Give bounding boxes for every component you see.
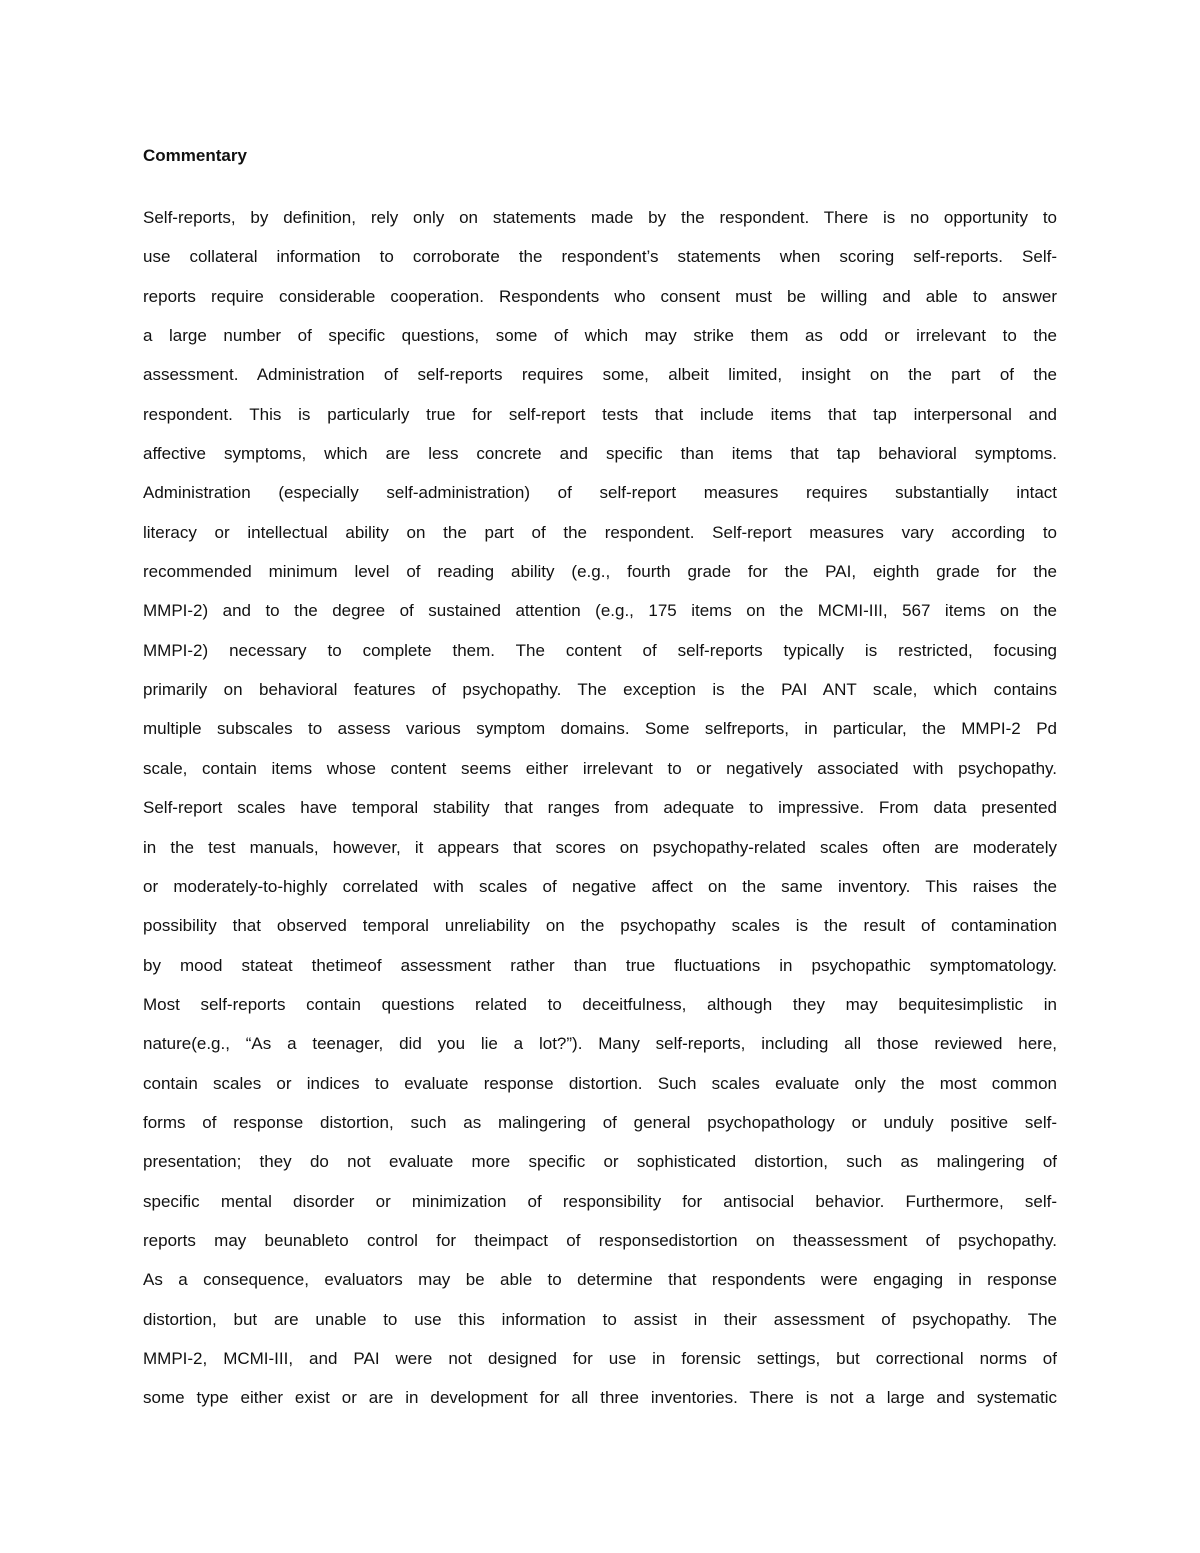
text-line: contain scales or indices to evaluate response distortion. Such scales evaluate only the most common xyxy=(143,1073,1057,1093)
text-line: MMPI-2) necessary to complete them. The content of self-reports typically is restricted, focusing xyxy=(143,640,1057,660)
text-line: Self-reports, by definition, rely only on statements made by the respondent. There is no opportunity to xyxy=(143,208,1057,227)
text-line: Self-report scales have temporal stability that ranges from adequate to impressive. From data presented xyxy=(143,798,1057,818)
text-line: possibility that observed temporal unreliability on the psychopathy scales is the result of contamination xyxy=(143,916,1057,936)
text-line: or moderately-to-highly correlated with scales of negative affect on the same inventory. This raises the xyxy=(143,876,1057,896)
text-line: MMPI-2, MCMI-III, and PAI were not designed for use in forensic settings, but correctional norms of xyxy=(143,1348,1057,1368)
text-line: assessment. Administration of self-reports requires some, albeit limited, insight on the part of the xyxy=(143,365,1057,385)
text-line: reports require considerable cooperation. Respondents who consent must be willing and able to answer xyxy=(143,286,1057,306)
text-line: Most self-reports contain questions related to deceitfulness, although they may bequitesimplistic in xyxy=(143,994,1057,1014)
text-line: presentation; they do not evaluate more specific or sophisticated distortion, such as malingering of xyxy=(143,1152,1057,1172)
text-line: by mood stateat thetimeof assessment rather than true fluctuations in psychopathic symptomatology. xyxy=(143,955,1057,975)
text-line: a large number of specific questions, some of which may strike them as odd or irrelevant to the xyxy=(143,326,1057,346)
text-line: primarily on behavioral features of psychopathy. The exception is the PAI ANT scale, which contains xyxy=(143,680,1057,700)
text-line: reports may beunableto control for theimpact of responsedistortion on theassessment of psychopathy. xyxy=(143,1230,1057,1250)
text-line: recommended minimum level of reading ability (e.g., fourth grade for the PAI, eighth grade for the xyxy=(143,562,1057,582)
section-heading: Commentary xyxy=(143,146,247,165)
text-line: forms of response distortion, such as malingering of general psychopathology or unduly positive self- xyxy=(143,1112,1057,1132)
text-line: respondent. This is particularly true for self-report tests that include items that tap interpersonal and xyxy=(143,404,1057,424)
text-line: in the test manuals, however, it appears that scores on psychopathy-related scales often are moderately xyxy=(143,837,1057,857)
text-line: specific mental disorder or minimization of responsibility for antisocial behavior. Furthermore, self- xyxy=(143,1191,1057,1211)
text-line: multiple subscales to assess various symptom domains. Some selfreports, in particular, the MMPI-2 Pd xyxy=(143,719,1057,739)
text-line: literacy or intellectual ability on the part of the respondent. Self-report measures vary according to xyxy=(143,522,1057,542)
text-line: some type either exist or are in development for all three inventories. There is not a large and systematic xyxy=(143,1388,1057,1408)
text-line: MMPI-2) and to the degree of sustained attention (e.g., 175 items on the MCMI-III, 567 items on the xyxy=(143,601,1057,621)
text-line: As a consequence, evaluators may be able to determine that respondents were engaging in response xyxy=(143,1270,1057,1290)
body-paragraph xyxy=(143,198,1057,1418)
text-line: use collateral information to corroborate the respondent’s statements when scoring self-reports. Self- xyxy=(143,247,1057,267)
text-line: affective symptoms, which are less concrete and specific than items that tap behavioral symptoms. xyxy=(143,444,1057,464)
text-line: distortion, but are unable to use this information to assist in their assessment of psychopathy. The xyxy=(143,1309,1057,1329)
text-line: scale, contain items whose content seems either irrelevant to or negatively associated with psychopathy. xyxy=(143,758,1057,778)
text-line: Administration (especially self-administration) of self-report measures requires substantially intact xyxy=(143,483,1057,503)
text-line: nature(e.g., “As a teenager, did you lie a lot?”). Many self-reports, including all those reviewed here, xyxy=(143,1034,1057,1054)
